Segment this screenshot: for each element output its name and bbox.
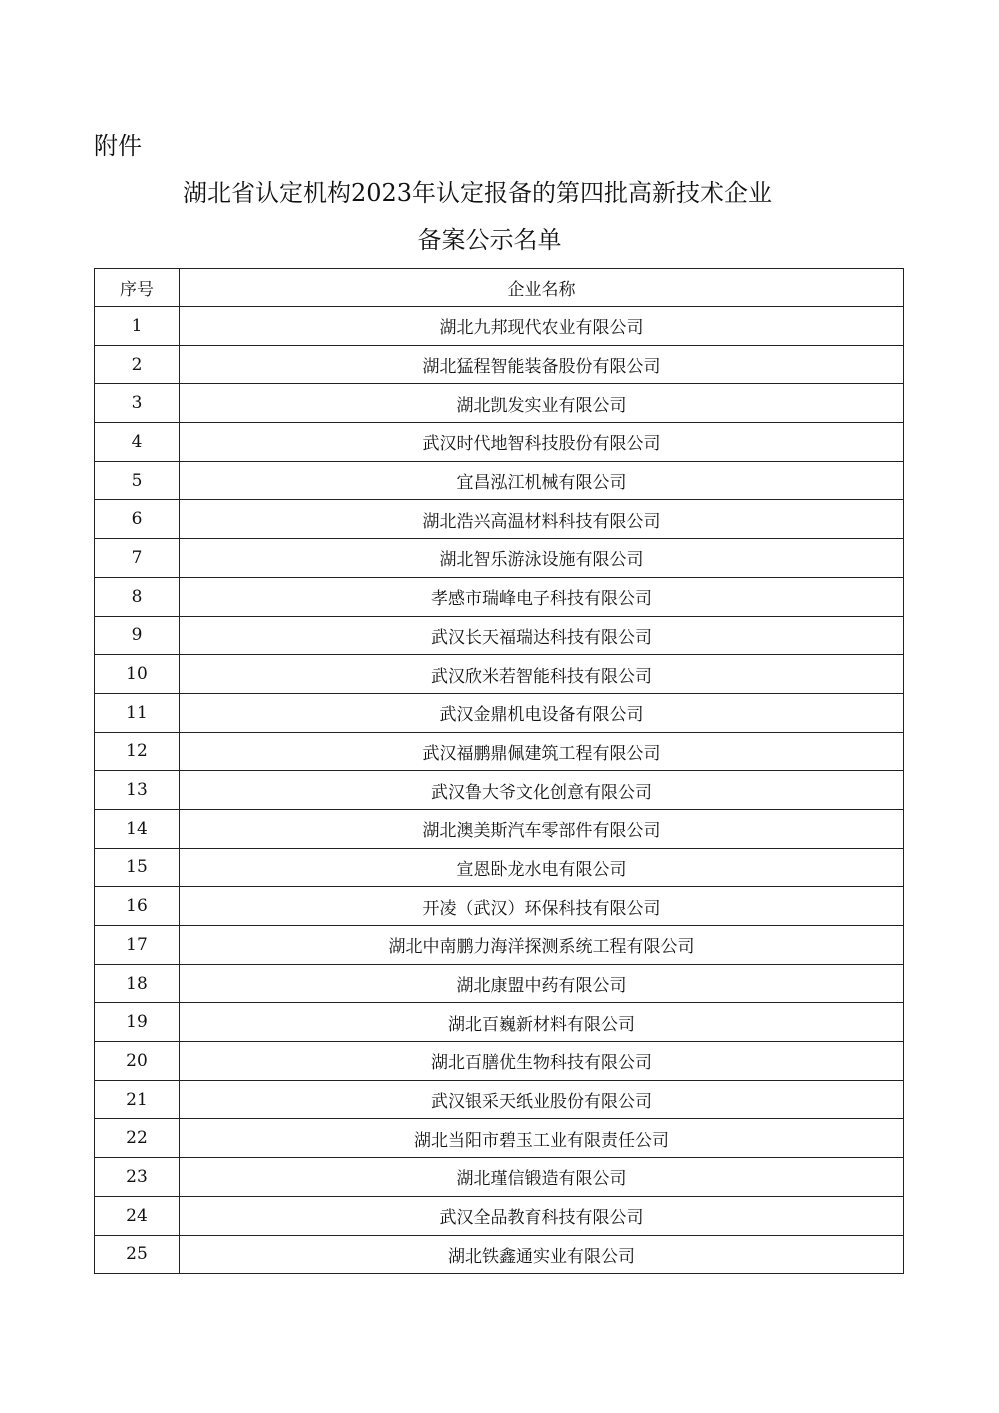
serial-number-cell: 19 (95, 1003, 180, 1042)
table-row (95, 384, 904, 423)
attachment-label: 附件 (94, 132, 142, 160)
company-name-cell: 湖北铁鑫通实业有限公司 (180, 1235, 904, 1274)
table-row (95, 1196, 904, 1235)
company-name-cell: 武汉长天福瑞达科技有限公司 (180, 616, 904, 655)
serial-number-cell: 4 (95, 423, 180, 462)
serial-number-cell: 17 (95, 926, 180, 965)
table-row (95, 577, 904, 616)
company-name-cell: 武汉银采天纸业股份有限公司 (180, 1080, 904, 1119)
company-name-cell: 湖北当阳市碧玉工业有限责任公司 (180, 1119, 904, 1158)
serial-number-cell: 6 (95, 500, 180, 539)
table-row (95, 771, 904, 810)
serial-number-cell: 13 (95, 771, 180, 810)
table-row (95, 926, 904, 965)
company-name-cell: 孝感市瑞峰电子科技有限公司 (180, 577, 904, 616)
company-name-cell: 湖北瑾信锻造有限公司 (180, 1158, 904, 1197)
table-body (95, 307, 904, 1274)
company-name-cell: 武汉金鼎机电设备有限公司 (180, 693, 904, 732)
table-row (95, 500, 904, 539)
document-title: 湖北省认定机构2023年认定报备的第四批高新技术企业 (182, 179, 773, 207)
company-name-cell: 湖北浩兴高温材料科技有限公司 (180, 500, 904, 539)
serial-number-cell: 11 (95, 693, 180, 732)
company-name-cell: 武汉鲁大爷文化创意有限公司 (180, 771, 904, 810)
company-name-cell: 湖北百巍新材料有限公司 (180, 1003, 904, 1042)
company-name-cell: 开凌（武汉）环保科技有限公司 (180, 887, 904, 926)
company-name-cell: 湖北中南鹏力海洋探测系统工程有限公司 (180, 926, 904, 965)
column-header-serial-number: 序号 (95, 269, 180, 307)
table-header-row (95, 269, 904, 307)
serial-number-cell: 18 (95, 964, 180, 1003)
serial-number-cell: 7 (95, 539, 180, 578)
table-row (95, 307, 904, 346)
table-row (95, 1119, 904, 1158)
table-row (95, 809, 904, 848)
serial-number-cell: 24 (95, 1196, 180, 1235)
company-name-cell: 湖北猛程智能装备股份有限公司 (180, 345, 904, 384)
table-row (95, 1080, 904, 1119)
company-name-cell: 宜昌泓江机械有限公司 (180, 461, 904, 500)
company-name-cell: 武汉时代地智科技股份有限公司 (180, 423, 904, 462)
table-row (95, 539, 904, 578)
serial-number-cell: 14 (95, 809, 180, 848)
company-name-cell: 湖北百膳优生物科技有限公司 (180, 1042, 904, 1081)
company-name-cell: 武汉福鹏鼎佩建筑工程有限公司 (180, 732, 904, 771)
company-name-cell: 武汉全品教育科技有限公司 (180, 1196, 904, 1235)
serial-number-cell: 1 (95, 307, 180, 346)
serial-number-cell: 20 (95, 1042, 180, 1081)
table-row (95, 345, 904, 384)
document-subtitle: 备案公示名单 (417, 226, 562, 254)
table-row (95, 616, 904, 655)
company-name-cell: 宣恩卧龙水电有限公司 (180, 848, 904, 887)
company-name-cell: 湖北智乐游泳设施有限公司 (180, 539, 904, 578)
serial-number-cell: 16 (95, 887, 180, 926)
serial-number-cell: 25 (95, 1235, 180, 1274)
table-row (95, 1158, 904, 1197)
table-row (95, 655, 904, 694)
serial-number-cell: 8 (95, 577, 180, 616)
table-row (95, 461, 904, 500)
serial-number-cell: 10 (95, 655, 180, 694)
serial-number-cell: 23 (95, 1158, 180, 1197)
serial-number-cell: 22 (95, 1119, 180, 1158)
table-row (95, 1003, 904, 1042)
company-name-cell: 湖北九邦现代农业有限公司 (180, 307, 904, 346)
company-name-cell: 武汉欣米若智能科技有限公司 (180, 655, 904, 694)
serial-number-cell: 15 (95, 848, 180, 887)
table-row (95, 732, 904, 771)
table-row (95, 1042, 904, 1081)
company-name-cell: 湖北康盟中药有限公司 (180, 964, 904, 1003)
table-row (95, 693, 904, 732)
table-row (95, 887, 904, 926)
company-name-cell: 湖北澳美斯汽车零部件有限公司 (180, 809, 904, 848)
table-row (95, 423, 904, 462)
serial-number-cell: 3 (95, 384, 180, 423)
table-row (95, 964, 904, 1003)
company-list-table (94, 268, 904, 1274)
serial-number-cell: 9 (95, 616, 180, 655)
table-row (95, 1235, 904, 1274)
serial-number-cell: 12 (95, 732, 180, 771)
serial-number-cell: 21 (95, 1080, 180, 1119)
serial-number-cell: 2 (95, 345, 180, 384)
table-row (95, 848, 904, 887)
column-header-company-name: 企业名称 (180, 269, 904, 307)
company-name-cell: 湖北凯发实业有限公司 (180, 384, 904, 423)
serial-number-cell: 5 (95, 461, 180, 500)
